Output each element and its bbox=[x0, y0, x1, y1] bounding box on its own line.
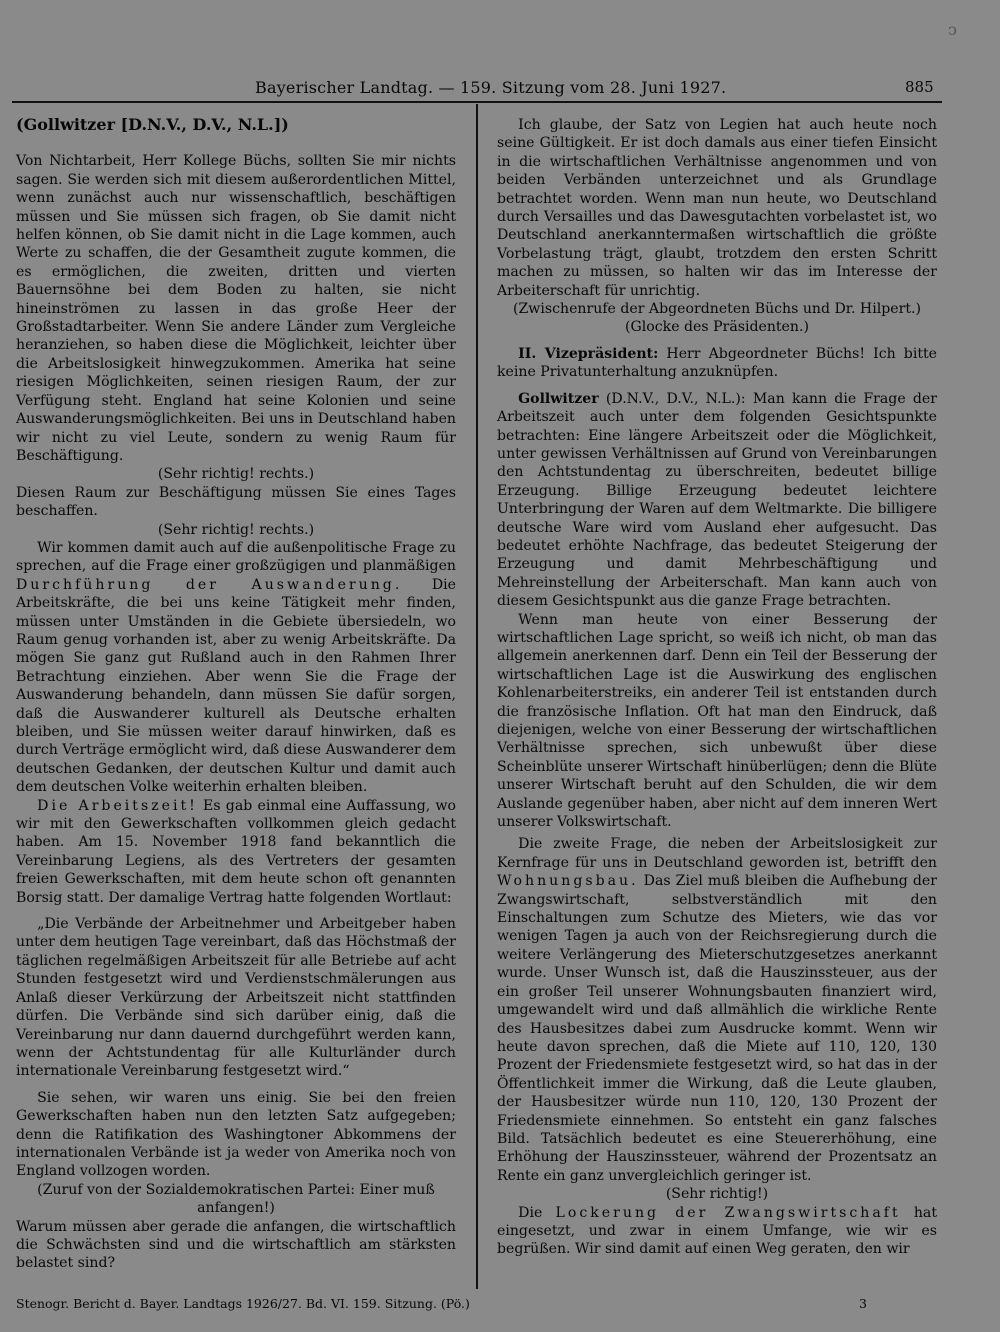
interjection: (Sehr richtig! rechts.) bbox=[157, 521, 315, 538]
paragraph bbox=[497, 835, 937, 1185]
spaced-emphasis: Wohnungsbau. bbox=[497, 873, 639, 890]
paragraph: Warum müssen aber gerade die anfangen, die wirtschaftlich die Schwächsten sind und die wirtschaftlich am stärksten belastet sind? bbox=[16, 1218, 456, 1272]
paragraph bbox=[16, 539, 456, 797]
speaker-name: Gollwitzer bbox=[518, 390, 599, 407]
speaker-name: II. Vizepräsident: bbox=[518, 345, 659, 362]
interjection: (Sehr richtig!) bbox=[665, 1186, 769, 1203]
paragraph bbox=[497, 1204, 937, 1259]
corner-mark: ↄ bbox=[948, 20, 957, 39]
footer-text: Stenogr. Bericht d. Bayer. Landtags 1926/27. Bd. VI. 159. Sitzung. (Pö.) bbox=[16, 1296, 470, 1311]
paragraph: Diesen Raum zur Beschäftigung müssen Sie eines Tages beschaffen. bbox=[16, 484, 456, 520]
interjection: (Sehr richtig! rechts.) bbox=[157, 466, 315, 483]
text-run: (D.N.V., D.V., N.L.): Man kann die Frage der Arbeitszeit auch unter dem folgenden Gesichtspunkte betrachten: Eine längere Arbeitszeit oder die Möglichkeit, unter gewissen Verhältnissen auf Grund von Vereinbarungen den Achtstundentag zu überschreiten, bedeutet billige Erzeugung. Billige Erzeugung bedeutet leichtere Unterbringung der Waren auf dem Weltmarkte. Die billigere deutsche Ware wird vom Ausland eher aufgesucht. Das bedeutet erhöhte Nachfrage, das bedeutet Steigerung der Erzeugung und damit Mehrbeschäftigung und Mehreinstellung der Arbeiterschaft. Man kann auch von diesem Gesichtspunkt aus die ganze Frage betrachten. bbox=[497, 390, 937, 610]
text-run: Das Ziel muß bleiben die Aufhebung der Zwangswirtschaft, selbstverständlich mit den Einschaltungen zum Schutze des Mieters, wie das vor wenigen Tagen ja auch von der Reichsregierung durch die weitere Verlängerung des Mieterschutzgesetzes anerkannt wurde. Unser Wunsch ist, daß die Hauszinssteuer, aus der ein großer Teil unserer Wohnungsbauten finanziert wird, umgewandelt wird und daß allmählich die wirkliche Rente des Hausbesitzes dabei zum Ausdrucke kommt. Wenn wir heute davon sprechen, daß die Miete auf 110, 120, 130 Prozent der Friedensmiete festgesetzt wird, so hat das in der Öffentlichkeit immer die Wirkung, daß die Leute glauben, der Hausbesitzer würde nun 110, 120, 130 Prozent der Friedensmiete einnehmen. So entsteht ein ganz falsches Bild. Tatsächlich bedeutet es eine Steuererhöhung, eine Erhöhung der Hauszinssteuer, während der Prozentsatz an Rente ein ganz unvergleichlich geringer ist. bbox=[497, 873, 937, 1184]
paragraph: Wenn man heute von einer Besserung der wirtschaftlichen Lage spricht, so weiß ich nicht, ob man das allgemein anerkennen darf. Denn ein Teil der Besserung der wirtschaftlichen Lage ist die Auswirkung des englischen Kohlenarbeiterstreiks, ein anderer Teil ist entstanden durch die französische Inflation. Oft hat man den Eindruck, daß diejenigen, welche von einer Besserung der wirtschaftlichen Verhältnisse sprechen, sich unbewußt über diese Scheinblüte unserer Wirtschaft hinüberlügen; denn die Blüte unserer Wirtschaft beruht auf den Schulden, die wir dem Auslande gegenüber haben, aber nicht auf dem inneren Wert unserer Volkswirtschaft. bbox=[497, 611, 937, 831]
text-run: Wir kommen damit auch auf die außenpolitische Frage zu sprechen, auf die Frage einer großzügigen und planmäßigen bbox=[16, 539, 456, 575]
quotation: „Die Verbände der Arbeitnehmer und Arbeitgeber haben unter dem heutigen Tage vereinbart, daß das Höchstmaß der täglichen regelmäßigen Arbeitszeit für alle Betriebe auf acht Stunden festgesetzt wird und Verdienstschmälerungen aus Anlaß dieser Verkürzung der Arbeitszeit nicht stattfinden dürfen. Die Verbände sind sich darüber einig, daß die Vereinbarung nur dann dauernd durchgeführt werden kann, wenn der Achtstundentag für alle Kulturländer durch internationale Vereinbarung festgesetzt wird.“ bbox=[16, 916, 456, 1080]
paragraph bbox=[497, 390, 937, 611]
speaker-line: (Gollwitzer [D.N.V., D.V., N.L.]) bbox=[16, 115, 289, 134]
text-run: Herr Abgeordneter Büchs! Ich bitte keine Privatunterhaltung anzuknüpfen. bbox=[497, 345, 937, 381]
text-run: Es gab einmal eine Auffassung, wo wir mit den Gewerkschaften vollkommen gleich gedacht haben. Am 15. November 1918 fand bekanntlich die Vereinbarung Legiens, als des Vertreters der gesamten freien Gewerkschaften, mit dem heute schon oft genannten Borsig statt. Der damalige Vertrag hatte folgenden Wortlaut: bbox=[16, 797, 456, 906]
interjection: (Zuruf von der Sozialdemokratischen Partei: Einer muß anfangen!) bbox=[37, 1181, 435, 1217]
text-run: hat eingesetzt, und zwar in einem Umfange, wie wir es begrüßen. Wir sind damit auf einen Weg geraten, den wir bbox=[497, 1204, 937, 1258]
spaced-emphasis: Die Arbeitszeit! bbox=[37, 797, 198, 814]
paragraph bbox=[16, 797, 456, 907]
text-run: Die bbox=[518, 1204, 543, 1221]
spaced-emphasis: Durchführung der Auswanderung. bbox=[16, 576, 403, 593]
spaced-emphasis: Lockerung der Zwangswirtschaft bbox=[555, 1204, 901, 1221]
left-column bbox=[16, 116, 456, 1273]
sheet-number: 3 bbox=[859, 1296, 867, 1311]
running-header bbox=[0, 78, 1000, 100]
paragraph: Ich glaube, der Satz von Legien hat auch heute noch seine Gültigkeit. Er ist doch damals aus einer tiefen Einsicht in die wirtschaftlichen Verhältnisse angenommen und von beiden Verbänden unterzeichnet und als Grundlage betrachtet worden. Wenn man nun heute, wo Deutschland durch Versailles und das Dawesgutachten vorbelastet ist, wo Deutschland anerkanntermaßen wirtschaftlich die größte Vorbelastung trägt, glaubt, trotzdem den ersten Schritt machen zu müssen, so halten wir das im Interesse der Arbeiterschaft für unrichtig. bbox=[497, 117, 937, 299]
text-run: Die Arbeitskräfte, die bei uns keine Tätigkeit mehr finden, müssen unter Umständen in die Gebiete übersiedeln, wo Raum genug vorhanden ist, aber zu wenig Arbeitskräfte. Da mögen Sie ganz gut Rußland auch in den Rahmen Ihrer Betrachtung einziehen. Aber wenn Sie die Frage der Auswanderung behandeln, dann müssen Sie dafür sorgen, daß die Auswanderer kulturell als Deutsche erhalten bleiben, und Sie müssen weiter darauf hinwirken, daß es durch Verträge ermöglicht wird, daß diese Auswanderer dem deutschen Gedanken, der deutschen Kultur und damit auch dem deutschen Volke weiterhin erhalten bleiben. bbox=[16, 576, 456, 796]
page-number: 885 bbox=[905, 78, 934, 96]
header-rule bbox=[12, 101, 942, 103]
right-column bbox=[497, 116, 937, 1259]
column-divider bbox=[476, 104, 478, 1289]
paragraph: Sie sehen, wir waren uns einig. Sie bei den freien Gewerkschaften haben nun den letzten Satz aufgegeben; denn die Ratifikation des Washingtoner Abkommens der internationalen Verbände ist ja weder von Amerika noch von England vollzogen worden. bbox=[16, 1089, 456, 1180]
header-title: Bayerischer Landtag. — 159. Sitzung vom 28. Juni 1927. bbox=[255, 78, 727, 97]
interjection: (Glocke des Präsidenten.) bbox=[625, 319, 809, 336]
text-run: Die zweite Frage, die neben der Arbeitslosigkeit zur Kernfrage für uns in Deutschland geworden ist, betrifft den bbox=[497, 836, 937, 871]
paragraph bbox=[497, 345, 937, 382]
paragraph: Von Nichtarbeit, Herr Kollege Büchs, sollten Sie mir nichts sagen. Sie werden sich mit diesem außerordentlichen Mittel, wenn zunächst auch nur wissenschaftlich, beschäftigen müssen und Sie müssen sich fragen, ob Sie damit nicht helfen können, ob Sie damit nicht in die Lage kommen, auch Werte zu schaffen, die der Gesamtheit zugute kommen, die es ermöglichen, die zweiten, dritten und vierten Bauernsöhne bei dem Boden zu halten, sie nicht hineinströmen zu lassen in das große Heer der Großstadtarbeiter. Wenn Sie andere Länder zum Vergleiche heranziehen, so haben diese die Möglichkeit, leichter über die Arbeitslosigkeit hinwegzukommen. Amerika hat seine riesigen Möglichkeiten, seinen riesigen Raum, der zur Verfügung steht. England hat seine Kolonien und seine Auswanderungsmöglichkeiten. Bei uns in Deutschland haben wir nicht zu viel Leute, sondern zu wenig Raum für Beschäftigung. bbox=[16, 153, 456, 464]
page-footer bbox=[16, 1296, 946, 1314]
interjection: (Zwischenrufe der Abgeordneten Büchs und Dr. Hilpert.) bbox=[513, 301, 921, 318]
